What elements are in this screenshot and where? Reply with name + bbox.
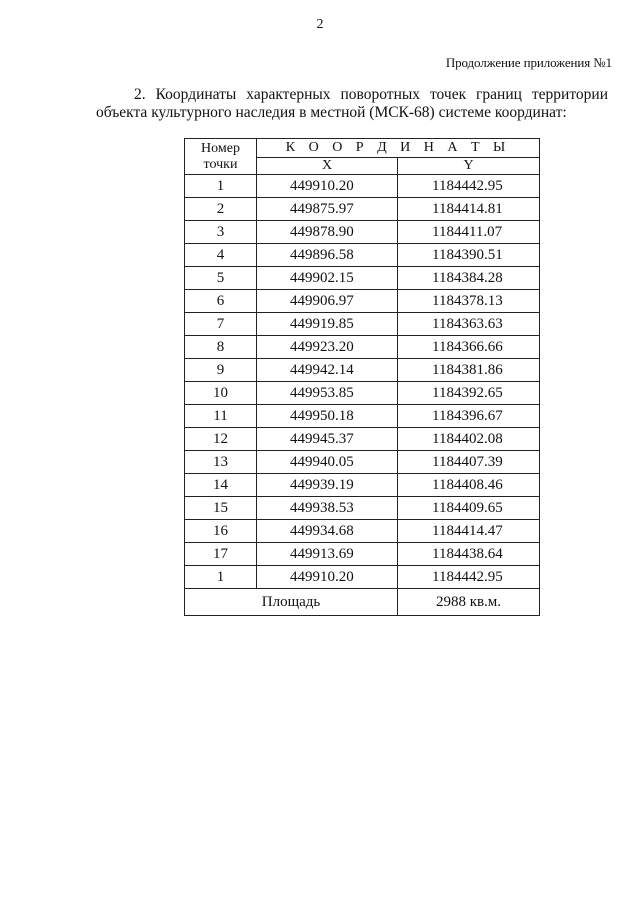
x-coordinate-cell: 449910.20 <box>257 566 398 589</box>
point-number-cell: 16 <box>185 520 257 543</box>
coordinates-table <box>184 138 540 616</box>
coordinates-table-body <box>185 175 540 589</box>
x-coordinate-cell: 449945.37 <box>257 428 398 451</box>
x-coordinate-cell: 449934.68 <box>257 520 398 543</box>
table-row <box>185 451 540 474</box>
table-row <box>185 221 540 244</box>
table-row <box>185 290 540 313</box>
point-number-cell: 11 <box>185 405 257 428</box>
table-row <box>185 313 540 336</box>
table-row <box>185 543 540 566</box>
point-number-cell: 4 <box>185 244 257 267</box>
point-number-cell: 15 <box>185 497 257 520</box>
x-coordinate-cell: 449953.85 <box>257 382 398 405</box>
x-coordinate-cell: 449906.97 <box>257 290 398 313</box>
y-coordinate-cell: 1184414.81 <box>398 198 540 221</box>
table-row <box>185 566 540 589</box>
coordinates-header: К О О Р Д И Н А Т Ы <box>257 139 540 158</box>
page-number: 2 <box>316 17 324 32</box>
y-coordinate-cell: 1184407.39 <box>398 451 540 474</box>
y-coordinate-cell: 1184402.08 <box>398 428 540 451</box>
x-coordinate-cell: 449896.58 <box>257 244 398 267</box>
y-coordinate-cell: 1184442.95 <box>398 175 540 198</box>
y-coordinate-cell: 1184366.66 <box>398 336 540 359</box>
area-label: Площадь <box>185 589 398 616</box>
area-value: 2988 кв.м. <box>398 589 540 616</box>
y-coordinate-cell: 1184438.64 <box>398 543 540 566</box>
y-coordinate-cell: 1184392.65 <box>398 382 540 405</box>
table-row <box>185 405 540 428</box>
y-coordinate-cell: 1184390.51 <box>398 244 540 267</box>
y-coordinate-cell: 1184442.95 <box>398 566 540 589</box>
y-column-header: Y <box>398 158 540 175</box>
appendix-note: Продолжение приложения №1 <box>445 55 612 70</box>
point-number-cell: 1 <box>185 175 257 198</box>
x-coordinate-cell: 449910.20 <box>257 175 398 198</box>
y-coordinate-cell: 1184381.86 <box>398 359 540 382</box>
point-number-cell: 9 <box>185 359 257 382</box>
table-row <box>185 359 540 382</box>
table-row <box>185 497 540 520</box>
table-row <box>185 336 540 359</box>
x-coordinate-cell: 449878.90 <box>257 221 398 244</box>
table-row <box>185 382 540 405</box>
table-row <box>185 474 540 497</box>
x-coordinate-cell: 449942.14 <box>257 359 398 382</box>
y-coordinate-cell: 1184414.47 <box>398 520 540 543</box>
y-coordinate-cell: 1184384.28 <box>398 267 540 290</box>
point-number-cell: 8 <box>185 336 257 359</box>
x-coordinate-cell: 449875.97 <box>257 198 398 221</box>
x-coordinate-cell: 449938.53 <box>257 497 398 520</box>
table-row <box>185 428 540 451</box>
point-number-cell: 12 <box>185 428 257 451</box>
section-heading-line-2: объекта культурного наследия в местной (МСК-68) системе координат: <box>96 104 567 121</box>
y-coordinate-cell: 1184363.63 <box>398 313 540 336</box>
table-row <box>185 198 540 221</box>
x-coordinate-cell: 449939.19 <box>257 474 398 497</box>
x-coordinate-cell: 449919.85 <box>257 313 398 336</box>
x-coordinate-cell: 449902.15 <box>257 267 398 290</box>
table-row <box>185 520 540 543</box>
area-row <box>185 589 540 616</box>
table-row <box>185 267 540 290</box>
point-number-cell: 13 <box>185 451 257 474</box>
table-row <box>185 244 540 267</box>
point-number-cell: 1 <box>185 566 257 589</box>
x-coordinate-cell: 449940.05 <box>257 451 398 474</box>
y-coordinate-cell: 1184409.65 <box>398 497 540 520</box>
x-coordinate-cell: 449923.20 <box>257 336 398 359</box>
point-number-cell: 2 <box>185 198 257 221</box>
section-heading-line-1: 2. Координаты характерных поворотных точек границ территории <box>134 86 608 103</box>
point-number-cell: 17 <box>185 543 257 566</box>
y-coordinate-cell: 1184396.67 <box>398 405 540 428</box>
point-number-cell: 10 <box>185 382 257 405</box>
point-number-cell: 5 <box>185 267 257 290</box>
point-number-cell: 7 <box>185 313 257 336</box>
point-number-cell: 3 <box>185 221 257 244</box>
point-number-cell: 14 <box>185 474 257 497</box>
point-number-header: Номер точки <box>185 139 257 175</box>
table-row <box>185 175 540 198</box>
x-coordinate-cell: 449950.18 <box>257 405 398 428</box>
section-heading <box>96 86 608 122</box>
y-coordinate-cell: 1184408.46 <box>398 474 540 497</box>
point-number-cell: 6 <box>185 290 257 313</box>
y-coordinate-cell: 1184411.07 <box>398 221 540 244</box>
x-column-header: X <box>257 158 398 175</box>
y-coordinate-cell: 1184378.13 <box>398 290 540 313</box>
x-coordinate-cell: 449913.69 <box>257 543 398 566</box>
